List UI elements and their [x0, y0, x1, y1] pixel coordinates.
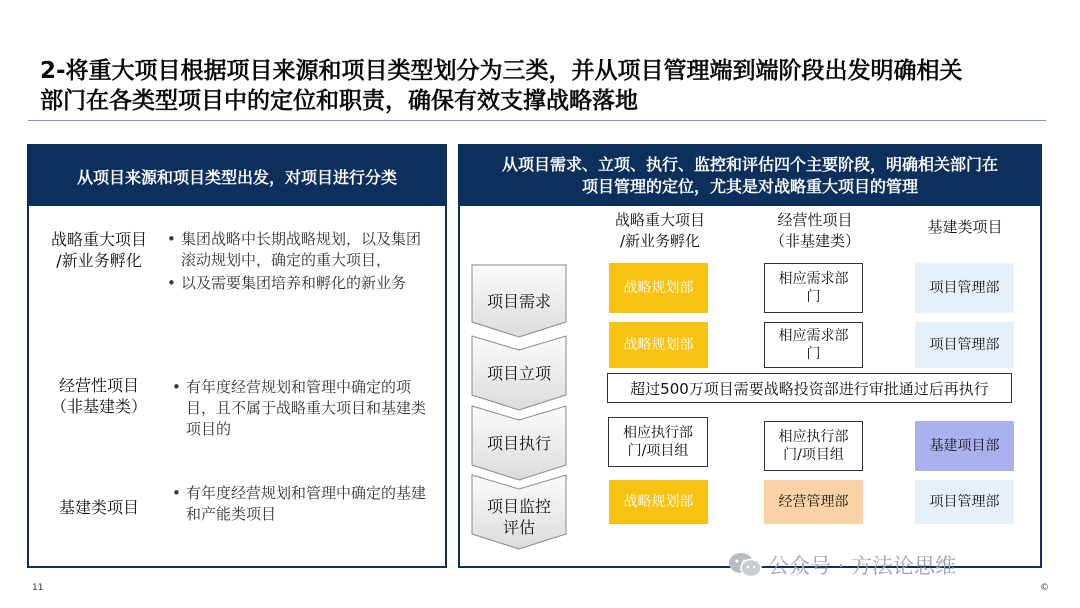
category-strategic-bullets — [167, 229, 429, 296]
stage-monitoring-line1: 项目监控 — [486, 497, 551, 516]
page-title-line1: 2-将重大项目根据项目来源和项目类型划分为三类，并从项目管理端到端阶段出发明确相关 — [40, 58, 963, 84]
cell-execution-operational: 相应执行部门/项目组 — [764, 421, 863, 471]
approval-note: 超过500万项目需要战略投资部进行审批通过后再执行 — [607, 373, 1012, 403]
category-operational — [40, 375, 158, 417]
cell-monitoring-strategic: 战略规划部 — [609, 480, 708, 524]
category-infrastructure-line1: 基建类项目 — [58, 498, 139, 517]
stage-execution-label: 项目执行 — [486, 433, 551, 453]
wechat-icon — [728, 551, 762, 579]
list-item: • 有年度经营规划和管理中确定的项目，且不属于战略重大项目和基建类项目的 — [172, 377, 428, 440]
stage-responsibility-panel-header — [460, 146, 1040, 206]
list-item: • 以及需要集团培养和孵化的新业务 — [167, 273, 429, 294]
stage-execution — [471, 405, 567, 481]
panel-header-line1: 从项目需求、立项、执行、监控和评估四个主要阶段，明确相关部门在 — [501, 155, 998, 174]
cell-execution-infrastructure: 基建项目部 — [915, 421, 1014, 471]
panel-header-line2: 项目管理的定位，尤其是对战略重大项目的管理 — [581, 177, 918, 196]
column-header-strategic-line1: 战略重大项目 — [614, 211, 705, 229]
category-operational-line1: 经营性项目 — [58, 376, 139, 395]
cell-execution-strategic: 相应执行部门/项目组 — [608, 417, 708, 467]
stage-initiation — [471, 335, 567, 411]
classification-panel-header: 从项目来源和项目类型出发，对项目进行分类 — [29, 146, 445, 206]
column-header-strategic-line2: /新业务孵化 — [619, 232, 701, 250]
category-operational-line2: （非基建类） — [50, 397, 147, 416]
category-strategic — [40, 229, 158, 271]
list-item: • 集团战略中长期战略规划，以及集团滚动规划中，确定的重大项目， — [167, 229, 429, 271]
cell-initiation-infrastructure: 项目管理部 — [915, 322, 1014, 368]
stage-requirement — [471, 264, 567, 338]
column-header-strategic — [590, 210, 730, 252]
stage-monitoring-line2: 评估 — [502, 518, 535, 537]
copyright-mark: © — [1040, 583, 1049, 593]
column-header-infrastructure — [895, 217, 1035, 238]
category-strategic-line2: /新业务孵化 — [56, 251, 142, 270]
watermark — [728, 550, 956, 580]
stage-requirement-label: 项目需求 — [486, 291, 551, 311]
category-infrastructure-bullets — [172, 483, 428, 527]
page-title-line2: 部门在各类型项目中的定位和职责，确保有效支撑战略落地 — [40, 88, 638, 114]
cell-requirement-operational: 相应需求部门 — [764, 263, 863, 313]
cell-initiation-strategic: 战略规划部 — [609, 322, 708, 368]
cell-requirement-infrastructure: 项目管理部 — [915, 263, 1014, 313]
watermark-text: 公众号 · 方法论思维 — [768, 554, 957, 578]
page-number: 11 — [32, 583, 44, 593]
category-operational-bullets — [172, 377, 428, 442]
column-header-operational-line1: 经营性项目 — [777, 211, 853, 229]
stage-monitoring — [471, 474, 567, 550]
stage-initiation-label: 项目立项 — [486, 363, 551, 383]
cell-initiation-operational: 相应需求部门 — [764, 322, 863, 368]
page-title — [40, 56, 1050, 116]
title-divider — [28, 120, 1046, 121]
category-strategic-line1: 战略重大项目 — [50, 230, 147, 249]
column-header-operational — [745, 210, 885, 252]
column-header-infrastructure-line1: 基建类项目 — [927, 218, 1003, 236]
list-item: • 有年度经营规划和管理中确定的基建和产能类项目 — [172, 483, 428, 525]
cell-monitoring-operational: 经营管理部 — [764, 480, 863, 524]
cell-monitoring-infrastructure: 项目管理部 — [915, 480, 1014, 524]
stage-monitoring-label — [487, 486, 551, 538]
cell-requirement-strategic: 战略规划部 — [609, 263, 708, 313]
category-infrastructure — [40, 497, 158, 518]
column-header-operational-line2: （非基建类） — [769, 232, 860, 250]
